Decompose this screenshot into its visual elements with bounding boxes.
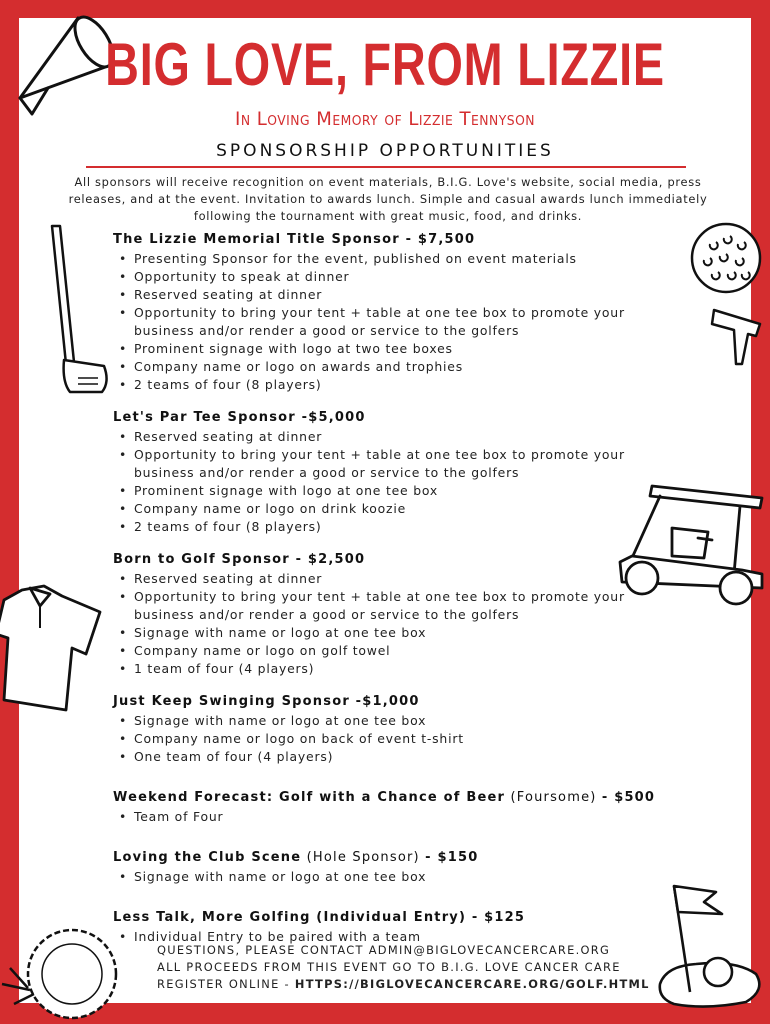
tier-title [113, 848, 713, 868]
sponsor-tier [113, 550, 713, 678]
tier-title: Just Keep Swinging Sponsor -$1,000 [113, 694, 420, 709]
contact-block [157, 942, 650, 993]
tier-benefit: • Prominent signage with logo at two tee boxes [113, 340, 713, 358]
tier-title [113, 788, 713, 808]
pom-pom-icon [0, 918, 125, 1024]
tier-benefit-continued: business and/or render a good or service to the golfers [134, 323, 520, 338]
tier-title-name: Weekend Forecast: Golf with a Chance of Beer [113, 790, 506, 805]
sponsor-tier [113, 908, 713, 946]
tier-title-price: - $150 [425, 850, 479, 865]
tier-benefit: • Signage with name or logo at one tee box [113, 712, 713, 730]
tier-title-name: Loving the Club Scene [113, 850, 302, 865]
golf-club-icon [44, 222, 114, 402]
tier-benefit: • Reserved seating at dinner [113, 428, 713, 446]
tier-benefit: • Opportunity to bring your tent + table at one tee box to promote your [113, 304, 713, 322]
tier-benefit: • Team of Four [113, 808, 713, 826]
tier-benefit: • Reserved seating at dinner [113, 570, 713, 588]
tier-title-note: (Foursome) [505, 790, 602, 805]
sponsor-tier [113, 408, 713, 536]
tier-title: Let's Par Tee Sponsor -$5,000 [113, 410, 366, 425]
header-divider [86, 166, 686, 168]
tier-benefit: • 2 teams of four (8 players) [113, 518, 713, 536]
contact-line: QUESTIONS, PLEASE CONTACT ADMIN@BIGLOVECANCERCARE.ORG [157, 943, 611, 957]
tier-benefit: • Presenting Sponsor for the event, published on event materials [113, 250, 713, 268]
sponsor-tier-list [113, 230, 713, 960]
tier-benefit: • Opportunity to bring your tent + table at one tee box to promote your [113, 446, 713, 464]
tier-benefit: • 1 team of four (4 players) [113, 660, 713, 678]
tier-benefit: • Signage with name or logo at one tee box [113, 624, 713, 642]
tier-benefit: • Reserved seating at dinner [113, 286, 713, 304]
tier-benefit: • Company name or logo on awards and trophies [113, 358, 713, 376]
register-link[interactable]: HTTPS://BIGLOVECANCERCARE.ORG/GOLF.HTML [294, 977, 650, 991]
page-title: BIG LOVE, FROM LIZZIE [105, 31, 665, 98]
sponsor-tier [113, 230, 713, 394]
tier-title: Born to Golf Sponsor - $2,500 [113, 552, 366, 567]
tier-benefit-continued: business and/or render a good or service to the golfers [134, 465, 520, 480]
tier-benefit: • Signage with name or logo at one tee box [113, 868, 713, 886]
tier-benefit: • 2 teams of four (8 players) [113, 376, 713, 394]
tier-benefit: • Company name or logo on golf towel [113, 642, 713, 660]
polo-shirt-icon [0, 578, 108, 718]
tier-benefit: • Opportunity to speak at dinner [113, 268, 713, 286]
tier-title-price: - $500 [601, 790, 656, 805]
tier-title: The Lizzie Memorial Title Sponsor - $7,500 [113, 232, 476, 247]
sponsor-tier [113, 848, 713, 886]
register-prefix: REGISTER ONLINE - [157, 977, 295, 991]
proceeds-line: ALL PROCEEDS FROM THIS EVENT GO TO B.I.G. LOVE CANCER CARE [157, 960, 621, 974]
memorial-subtitle: In Loving Memory of Lizzie Tennyson [235, 108, 535, 130]
tier-benefit: • Prominent signage with logo at one tee box [113, 482, 713, 500]
tier-benefit: • Opportunity to bring your tent + table at one tee box to promote your [113, 588, 713, 606]
section-heading: SPONSORSHIP OPPORTUNITIES [216, 141, 554, 161]
tier-title-note: (Hole Sponsor) [301, 850, 426, 865]
tier-benefit: • Individual Entry to be paired with a team [113, 928, 713, 946]
tier-benefit: • Company name or logo on back of event t-shirt [113, 730, 713, 748]
sponsor-tier [113, 788, 713, 826]
register-line [157, 976, 650, 993]
sponsor-tier [113, 692, 713, 766]
tier-benefit-continued: business and/or render a good or service to the golfers [134, 607, 520, 622]
intro-paragraph: All sponsors will receive recognition on event materials, B.I.G. Love's website, social media, press releases, and at the event. Invitation to awards lunch. Simple and casual awards lunch immediately following the tournament with great music, food, and drinks. [68, 175, 708, 223]
tier-benefit: • Company name or logo on drink koozie [113, 500, 713, 518]
tier-title: Less Talk, More Golfing (Individual Entry) - $125 [113, 910, 526, 925]
tier-benefit: • One team of four (4 players) [113, 748, 713, 766]
